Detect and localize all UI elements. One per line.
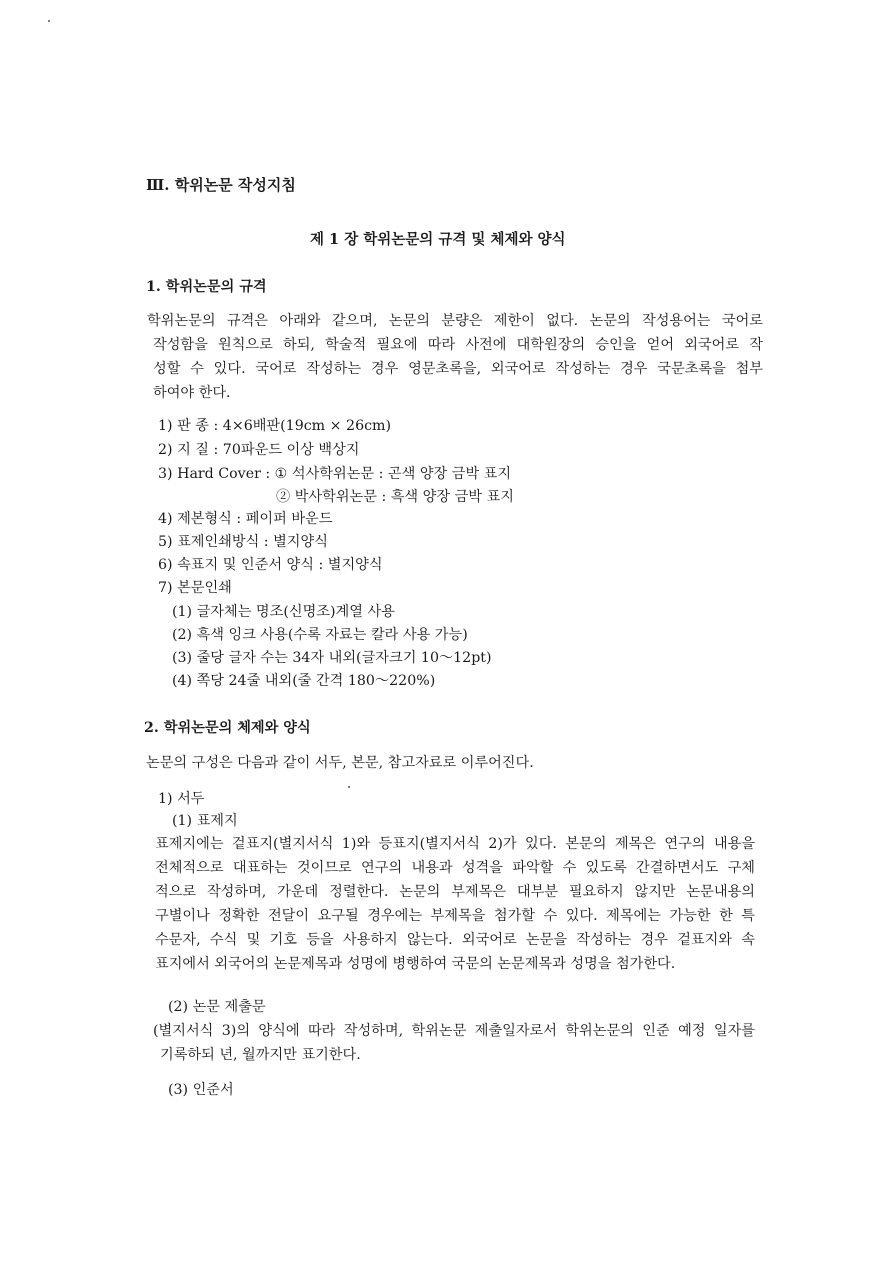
- chapter-title: 제 1 장 학위논문의 규격 및 체제와 양식: [310, 231, 566, 248]
- sec2-heading: 2. 학위논문의 체제와 양식: [144, 720, 311, 736]
- print-subitem: (1) 글자체는 명조(신명조)계열 사용: [172, 604, 395, 620]
- spec-item: 6) 속표지 및 인준서 양식 : 별지양식: [158, 557, 383, 573]
- print-subitem: (4) 쪽당 24줄 내외(줄 간격 180～220%): [172, 673, 436, 689]
- scan-speck: [348, 786, 350, 788]
- title-page-para-line: 수문자, 수식 및 기호 등을 사용하지 않는다. 외국어로 논문을 작성하는 경우 겉표지와 속: [155, 932, 755, 948]
- spec-item: 3) Hard Cover : ① 석사학위논문 : 곤색 양장 금박 표지: [158, 466, 512, 482]
- title-page-para-line: 전체적으로 대표하는 것이므로 연구의 내용과 성격을 파악할 수 있도록 간결하면서도 구체: [155, 860, 755, 876]
- sec2-sub1: 1) 서두: [158, 791, 205, 807]
- spec-item: 2) 지 질 : 70파운드 이상 백상지: [158, 442, 360, 458]
- print-subitem: (2) 흑색 잉크 사용(수록 자료는 칼라 사용 가능): [172, 627, 468, 643]
- sec1-heading: 1. 학위논문의 규격: [146, 279, 267, 295]
- sec1-para-line: 작성함을 원칙으로 하되, 학술적 필요에 따라 사전에 대학원장의 승인을 얻어 외국어로 작: [153, 337, 763, 353]
- title-page-para-line: 표지에서 외국어의 논문제목과 성명에 병행하여 국문의 논문제목과 성명을 첨가한다.: [155, 956, 676, 972]
- sec2-sub1-1: (1) 표제지: [172, 813, 238, 829]
- sec2-intro: 논문의 구성은 다음과 같이 서두, 본문, 참고자료로 이루어진다.: [146, 755, 534, 771]
- submission-para-line: 기록하되 년, 월까지만 표기한다.: [160, 1047, 361, 1063]
- spec-item: 7) 본문인쇄: [158, 580, 232, 596]
- title-page-para-line: 구별이나 정확한 전달이 요구될 경우에는 부제목을 첨가할 수 있다. 제목에는 가능한 한 특: [155, 908, 755, 924]
- sec1-para-line: 하여야 한다.: [153, 385, 231, 401]
- spec-item: ② 박사학위논문 : 흑색 양장 금박 표지: [276, 489, 514, 505]
- section-title: Ⅲ. 학위논문 작성지침: [146, 176, 296, 194]
- submission-para-line: (별지서식 3)의 양식에 따라 작성하며, 학위논문 제출일자로서 학위논문의 인준 예정 일자를: [153, 1023, 755, 1039]
- sec1-para-line: 학위논문의 규격은 아래와 같으며, 논문의 분량은 제한이 없다. 논문의 작성용어는 국어로: [147, 313, 763, 329]
- spec-item: 4) 제본형식 : 페이퍼 바운드: [158, 511, 333, 527]
- sec2-sub1-2: (2) 논문 제출문: [168, 999, 266, 1015]
- sec2-sub1-3: (3) 인준서: [168, 1082, 234, 1098]
- spec-item: 5) 표제인쇄방식 : 별지양식: [158, 534, 328, 550]
- title-page-para-line: 적으로 작성하며, 가운데 정렬한다. 논문의 부제목은 대부분 필요하지 않지만 논문내용의: [155, 884, 755, 900]
- scan-speck: [48, 20, 50, 22]
- print-subitem: (3) 줄당 글자 수는 34자 내외(글자크기 10～12pt): [172, 650, 492, 666]
- sec1-para-line: 성할 수 있다. 국어로 작성하는 경우 영문초록을, 외국어로 작성하는 경우 국문초록을 첨부: [153, 361, 763, 377]
- spec-item: 1) 판 종 : 4×6배판(19cm × 26cm): [158, 418, 392, 434]
- title-page-para-line: 표제지에는 겉표지(별지서식 1)와 등표지(별지서식 2)가 있다. 본문의 제목은 연구의 내용을: [155, 836, 755, 852]
